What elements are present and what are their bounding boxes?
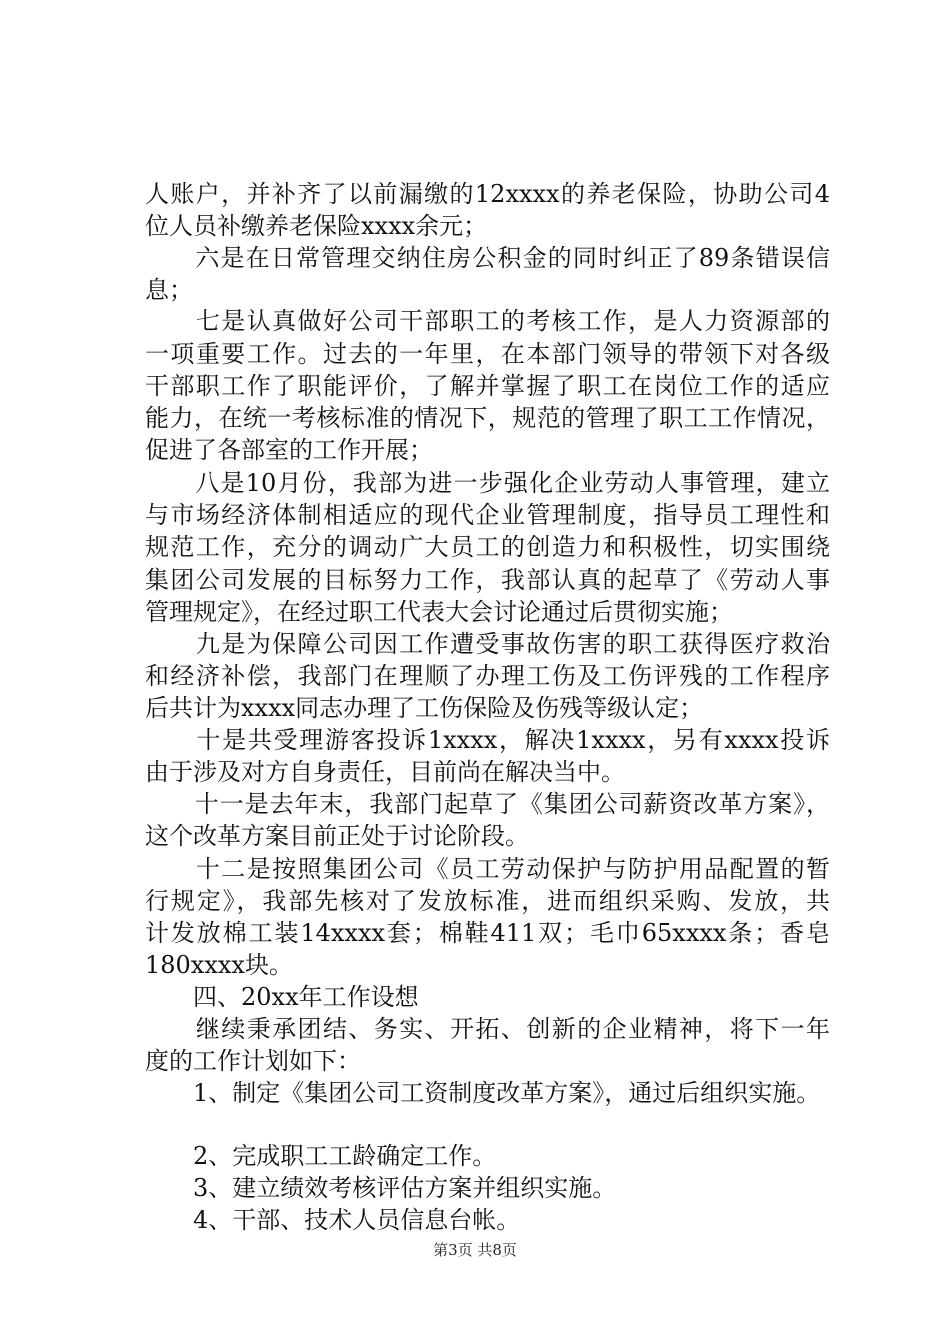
- page-number-footer: 第3页 共8页: [433, 1241, 517, 1259]
- paragraph-line: 七是认真做好公司干部职工的考核工作，是人力资源部的: [145, 307, 830, 335]
- paragraph-line: 180xxxx块。: [145, 951, 293, 979]
- paragraph-line: 这个改革方案目前正处于讨论阶段。: [145, 822, 529, 850]
- list-item: 2、完成职工工龄确定工作。: [145, 1142, 497, 1170]
- paragraph-line: 行规定》，我部先核对了发放标准，进而组织采购、发放，共: [145, 887, 830, 915]
- paragraph-line: 干部职工作了职能评价，了解并掌握了职工在岗位工作的适应: [145, 372, 830, 400]
- paragraph-line: 由于涉及对方自身责任，目前尚在解决当中。: [145, 758, 625, 786]
- paragraph-line: 计发放棉工装14xxxx套；棉鞋411双；毛巾65xxxx条；香皂: [145, 919, 830, 947]
- section-heading: 四、20xx年工作设想: [145, 983, 419, 1011]
- paragraph-line: 位人员补缴养老保险xxxx余元；: [145, 212, 488, 240]
- paragraph-line: 能力，在统一考核标准的情况下，规范的管理了职工工作情况，: [145, 404, 830, 432]
- paragraph-line: 十二是按照集团公司《员工劳动保护与防护用品配置的暂: [145, 855, 830, 883]
- list-item: 3、建立绩效考核评估方案并组织实施。: [145, 1174, 617, 1202]
- paragraph-line: 息；: [145, 276, 193, 304]
- list-item: 1、制定《集团公司工资制度改革方案》，通过后组织实施。: [145, 1079, 821, 1107]
- paragraph-line: 人账户，并补齐了以前漏缴的12xxxx的养老保险，协助公司4: [145, 180, 830, 208]
- paragraph-line: 管理规定》，在经过职工代表大会讨论通过后贯彻实施；: [145, 598, 733, 626]
- paragraph-line: 后共计为xxxx同志办理了工伤保险及伤残等级认定；: [145, 694, 704, 722]
- list-item: 4、干部、技术人员信息台帐。: [145, 1206, 521, 1234]
- paragraph-line: 度的工作计划如下：: [145, 1047, 361, 1075]
- paragraph-line: 八是10月份，我部为进一步强化企业劳动人事管理，建立: [145, 469, 830, 497]
- paragraph-line: 九是为保障公司因工作遭受事故伤害的职工获得医疗救治: [145, 630, 830, 658]
- paragraph-line: 六是在日常管理交纳住房公积金的同时纠正了89条错误信: [145, 244, 830, 272]
- paragraph-line: 十一是去年末，我部门起草了《集团公司薪资改革方案》，: [145, 790, 830, 818]
- paragraph-line: 促进了各部室的工作开展；: [145, 436, 433, 464]
- paragraph-line: 集团公司发展的目标努力工作，我部认真的起草了《劳动人事: [145, 566, 830, 594]
- paragraph-line: 继续秉承团结、务实、开拓、创新的企业精神，将下一年: [145, 1015, 830, 1043]
- paragraph-line: 与市场经济体制相适应的现代企业管理制度，指导员工理性和: [145, 501, 830, 529]
- paragraph-line: 和经济补偿，我部门在理顺了办理工伤及工伤评残的工作程序: [145, 662, 830, 690]
- paragraph-line: 一项重要工作。过去的一年里，在本部门领导的带领下对各级: [145, 340, 830, 368]
- paragraph-line: 十是共受理游客投诉1xxxx，解决1xxxx，另有xxxx投诉: [145, 726, 830, 754]
- paragraph-line: 规范工作，充分的调动广大员工的创造力和积极性，切实围绕: [145, 533, 830, 561]
